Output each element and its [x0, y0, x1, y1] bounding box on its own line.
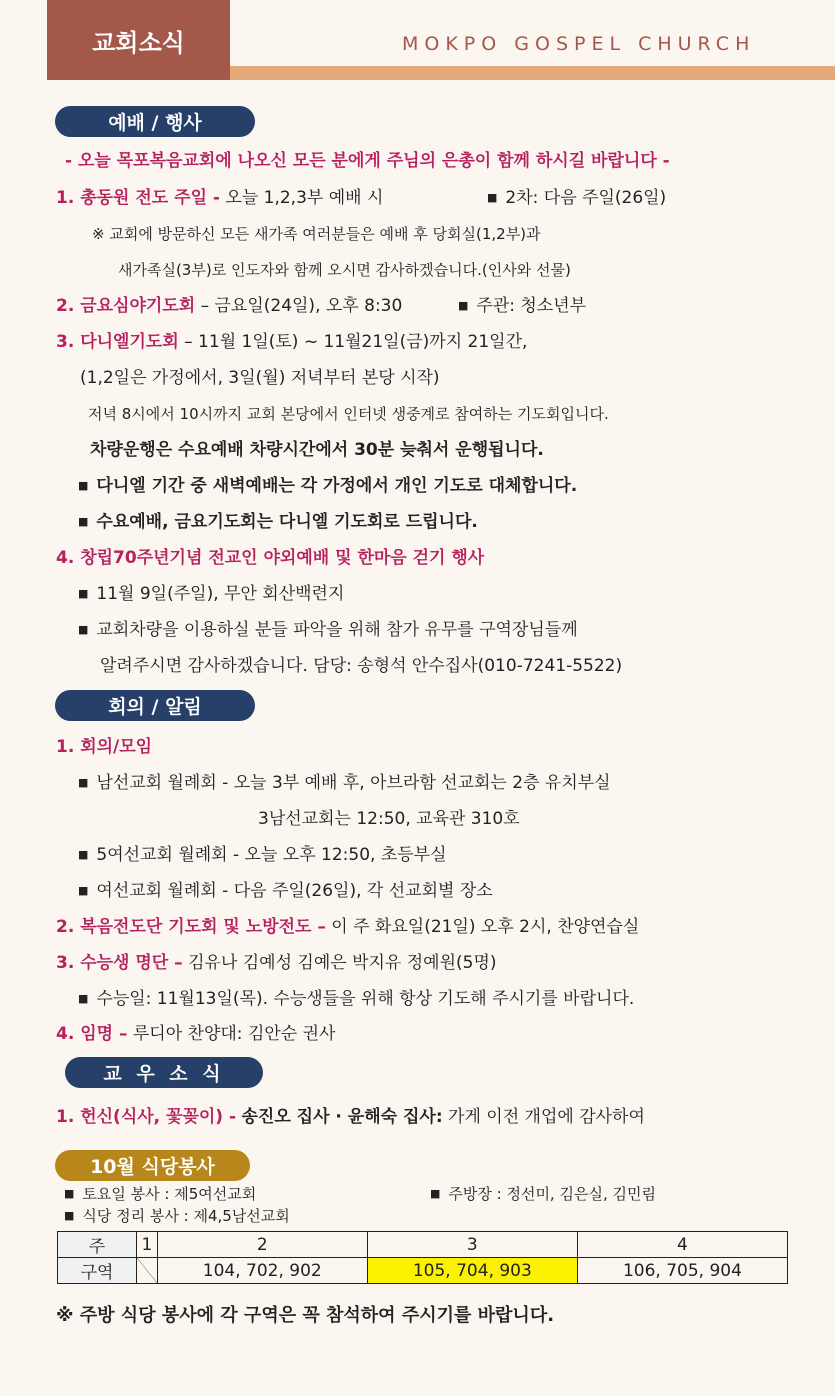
- item-text: – 금요일(24일), 오후 8:30: [200, 296, 403, 316]
- table-header-cell: 주: [58, 1232, 137, 1258]
- greeting: - 오늘 목포복음교회에 나오신 모든 분에게 주님의 은총이 함께 하시길 바랍니다 -: [65, 151, 670, 171]
- section-pill-members: 교 우 소 식: [65, 1057, 263, 1088]
- item-title: 1. 총동원 전도 주일 -: [56, 188, 220, 208]
- bullet-item: [78, 880, 493, 904]
- item-title: 4. 임명 –: [56, 1024, 128, 1044]
- item-text: 루디아 찬양대: 김안순 권사: [132, 1024, 336, 1044]
- footer-note: ※ 주방 식당 봉사에 각 구역은 꼭 참석하여 주시기를 바랍니다.: [56, 1305, 555, 1326]
- item-text: 가게 이전 개업에 감사하여: [448, 1107, 645, 1127]
- bullet-item: [78, 511, 478, 535]
- item-1-right: [487, 187, 666, 211]
- item-text: 식당 정리 봉사 : 제4,5남선교회: [82, 1207, 290, 1225]
- section-pill-meetings: 회의 / 알림: [55, 690, 255, 721]
- item-text: 알려주시면 감사하겠습니다. 담당: 송형석 안수집사(010-7241-5522): [100, 656, 623, 676]
- item-1: [56, 1106, 645, 1128]
- item-text: – 11월 1일(토) ~ 11월21일(금)까지 21일간,: [184, 332, 528, 352]
- item-text: 11월 9일(주일), 무안 회산백련지: [96, 584, 345, 604]
- item-text: 3남선교회는 12:50, 교육관 310호: [258, 809, 520, 829]
- table-cell: 4: [577, 1232, 787, 1258]
- item-text: 5여선교회 월례회 - 오늘 오후 12:50, 초등부실: [96, 845, 447, 865]
- item-4-title: 4. 창립70주년기념 전교인 야외예배 및 한마음 걷기 행사: [56, 548, 485, 568]
- section-pill-cafeteria: 10월 식당봉사: [55, 1150, 250, 1181]
- item-text: 이 주 화요일(21일) 오후 2시, 찬양연습실: [331, 917, 640, 937]
- item-3: [56, 952, 497, 974]
- item-text: 토요일 봉사 : 제5여선교회: [82, 1185, 257, 1203]
- item-text: 남선교회 월례회 - 오늘 3부 예배 후, 아브라함 선교회는 2층 유치부실: [96, 773, 611, 793]
- item-title: 1. 헌신(식사, 꽃꽂이) -: [56, 1107, 237, 1127]
- church-name: MOKPO GOSPEL CHURCH: [402, 33, 756, 55]
- bullet-item: [64, 1183, 256, 1207]
- item-text: 수능일: 11월13일(목). 수능생들을 위해 항상 기도해 주시기를 바랍니다.: [96, 989, 635, 1009]
- note: ※ 교회에 방문하신 모든 새가족 여러분들은 예배 후 당회실(1,2부)과: [92, 225, 541, 243]
- item-4: [56, 1023, 335, 1045]
- item-text: 주관: 청소년부: [476, 296, 587, 316]
- table-row: [58, 1232, 788, 1258]
- bullet-item: [78, 583, 344, 607]
- item-text: 교회차량을 이용하실 분들 파악을 위해 참가 유무를 구역장님들께: [96, 620, 578, 640]
- bullet-item: [78, 475, 577, 499]
- item-title: 3. 다니엘기도회: [56, 332, 179, 352]
- section-pill-worship: 예배 / 행사: [55, 106, 255, 137]
- table-row: [58, 1258, 788, 1284]
- item-text: 2차: 다음 주일(26일): [505, 188, 667, 208]
- item-2-right: [458, 295, 586, 319]
- table-cell: 106, 705, 904: [577, 1258, 787, 1284]
- item-1: [56, 187, 383, 209]
- item-text: 수요예배, 금요기도회는 다니엘 기도회로 드립니다.: [96, 512, 478, 532]
- header-tab: 교회소식: [47, 0, 230, 80]
- item-title: 2. 복음전도단 기도회 및 노방전도 –: [56, 917, 326, 937]
- item-2: [56, 295, 402, 317]
- table-cell: 3: [367, 1232, 577, 1258]
- item-text: 여선교회 월례회 - 다음 주일(26일), 각 선교회별 장소: [96, 881, 493, 901]
- table-cell: 2: [157, 1232, 367, 1258]
- bullet-item: [430, 1183, 656, 1207]
- table-header-cell: 구역: [58, 1258, 137, 1284]
- table-cell-empty: [137, 1258, 158, 1284]
- item-2: [56, 916, 639, 938]
- item-text: 김유나 김예성 김예은 박지유 정예원(5명): [188, 953, 497, 973]
- bullet-item: [78, 772, 611, 796]
- item-1-title: 1. 회의/모임: [56, 737, 153, 757]
- item-text: 다니엘 기간 중 새벽예배는 각 가정에서 개인 기도로 대체합니다.: [96, 476, 578, 496]
- item-text: 오늘 1,2,3부 예배 시: [225, 188, 384, 208]
- bullet-item: [64, 1205, 290, 1229]
- bullet-item: [78, 844, 447, 868]
- item-text: (1,2일은 가정에서, 3일(월) 저녁부터 본당 시작): [80, 368, 440, 388]
- bullet-item: [78, 619, 578, 643]
- table-cell-highlighted: 105, 704, 903: [367, 1258, 577, 1284]
- item-3: [56, 331, 527, 353]
- duty-table: [57, 1231, 788, 1284]
- table-cell: 104, 702, 902: [157, 1258, 367, 1284]
- item-text: 차량운행은 수요예배 차량시간에서 30분 늦춰서 운행됩니다.: [90, 440, 544, 460]
- item-text: 주방장 : 정선미, 김은실, 김민림: [448, 1185, 656, 1203]
- bullet-item: [78, 988, 634, 1012]
- table-cell: 1: [137, 1232, 158, 1258]
- item-names: 송진오 집사 · 윤해숙 집사:: [241, 1107, 443, 1127]
- note: 새가족실(3부)로 인도자와 함께 오시면 감사하겠습니다.(인사와 선물): [118, 261, 571, 279]
- item-title: 3. 수능생 명단 –: [56, 953, 183, 973]
- item-title: 2. 금요심야기도회: [56, 296, 196, 316]
- item-text: 저녁 8시에서 10시까지 교회 본당에서 인터넷 생중계로 참여하는 기도회입니다.: [88, 405, 609, 423]
